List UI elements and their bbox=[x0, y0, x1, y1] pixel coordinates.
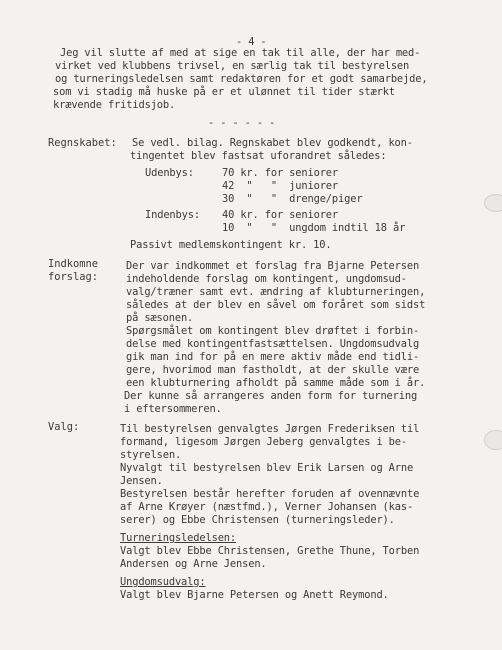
forslag-line: gik man ind for på en mere aktiv måde end tidli- bbox=[126, 351, 420, 363]
forslag-line: indeholdende forslag om kontingent, ungdomsud- bbox=[126, 273, 407, 285]
ungdom-line: Valgt blev Bjarne Petersen og Anett Reymond. bbox=[120, 589, 389, 601]
section-separator: - - - - - - bbox=[208, 117, 276, 129]
indenbys-label: Indenbys: bbox=[145, 209, 200, 221]
passivt-line: Passivt medlemskontingent kr. 10. bbox=[130, 239, 332, 251]
forslag-line: gere, hvorimod man fastholdt, at der skulle være bbox=[126, 364, 420, 376]
intro-line: Jeg vil slutte af med at sige en tak til alle, der har med- bbox=[60, 47, 421, 59]
forslag-line: Spørgsmålet om kontingent blev drøftet i forbin- bbox=[126, 325, 420, 337]
intro-line: som vi stadig må huske på er et ulønnet til tider stærkt bbox=[53, 86, 395, 98]
page-number: - 4 - bbox=[236, 36, 267, 48]
valg-label: Valg: bbox=[48, 421, 80, 433]
valg-line: Jensen. bbox=[120, 475, 163, 487]
forslag-line: Der var indkommet et forslag fra Bjarne Petersen bbox=[126, 260, 420, 272]
turnering-line: Valgt blev Ebbe Christensen, Grethe Thune, Torben bbox=[120, 545, 420, 557]
indenbys-row: 10 " " ungdom indtil 18 år bbox=[222, 222, 406, 234]
valg-line: styrelsen. bbox=[120, 449, 182, 461]
intro-line: og turneringsledelsen samt redaktøren for et godt samarbejde, bbox=[55, 73, 428, 85]
punch-hole-icon bbox=[484, 430, 502, 450]
forslag-line: således at der blev en såvel om foråret som sidst bbox=[126, 299, 426, 311]
forslag-line: een klubturnering afholdt på samme måde som i år. bbox=[126, 377, 426, 389]
valg-line: Til bestyrelsen genvalgtes Jørgen Frederiksen til bbox=[120, 423, 420, 435]
ungdom-heading: Ungdomsudvalg: bbox=[120, 576, 206, 588]
intro-line: virket ved klubbens trivsel, en særlig tak til bestyrelsen bbox=[55, 60, 410, 72]
forslag-line: i eftersommeren. bbox=[124, 403, 222, 415]
forslag-label: Indkomne bbox=[48, 258, 99, 270]
valg-line: formand, ligesom Jørgen Jeberg genvalgtes i be- bbox=[120, 436, 407, 448]
turnering-line: Andersen og Arne Jensen. bbox=[120, 558, 267, 570]
udenbys-row: 70 kr. for seniorer bbox=[222, 167, 339, 179]
forslag-line: valg/træner samt evt. ændring af klubturneringen, bbox=[126, 286, 426, 298]
forslag-line: på sæsonen. bbox=[126, 312, 194, 324]
forslag-label: forslag: bbox=[48, 271, 99, 283]
udenbys-row: 30 " " drenge/piger bbox=[222, 193, 363, 205]
regnskab-line: tingentet blev fastsat uforandret således: bbox=[130, 150, 387, 162]
valg-line: serer) og Ebbe Christensen (turneringsleder). bbox=[120, 514, 395, 526]
udenbys-row: 42 " " juniorer bbox=[222, 180, 339, 192]
forslag-line: delse med kontingentfastsættelsen. Ungdomsudvalg bbox=[126, 338, 420, 350]
regnskab-label: Regnskabet: bbox=[48, 137, 117, 149]
intro-line: krævende fritidsjob. bbox=[53, 99, 176, 111]
valg-line: af Arne Krøyer (næstfmd.), Verner Johansen (kas- bbox=[120, 501, 414, 513]
indenbys-row: 40 kr. for seniorer bbox=[222, 209, 339, 221]
regnskab-line: Se vedl. bilag. Regnskabet blev godkendt, kon- bbox=[132, 137, 413, 149]
turnering-heading: Turneringsledelsen: bbox=[120, 532, 237, 544]
udenbys-label: Udenbys: bbox=[145, 167, 194, 179]
valg-line: Nyvalgt til bestyrelsen blev Erik Larsen og Arne bbox=[120, 462, 414, 474]
forslag-line: Der kunne så arrangeres anden form for turnering bbox=[124, 390, 418, 402]
valg-line: Bestyrelsen består herefter foruden af ovennævnte bbox=[120, 488, 420, 500]
punch-hole-icon bbox=[484, 194, 502, 212]
